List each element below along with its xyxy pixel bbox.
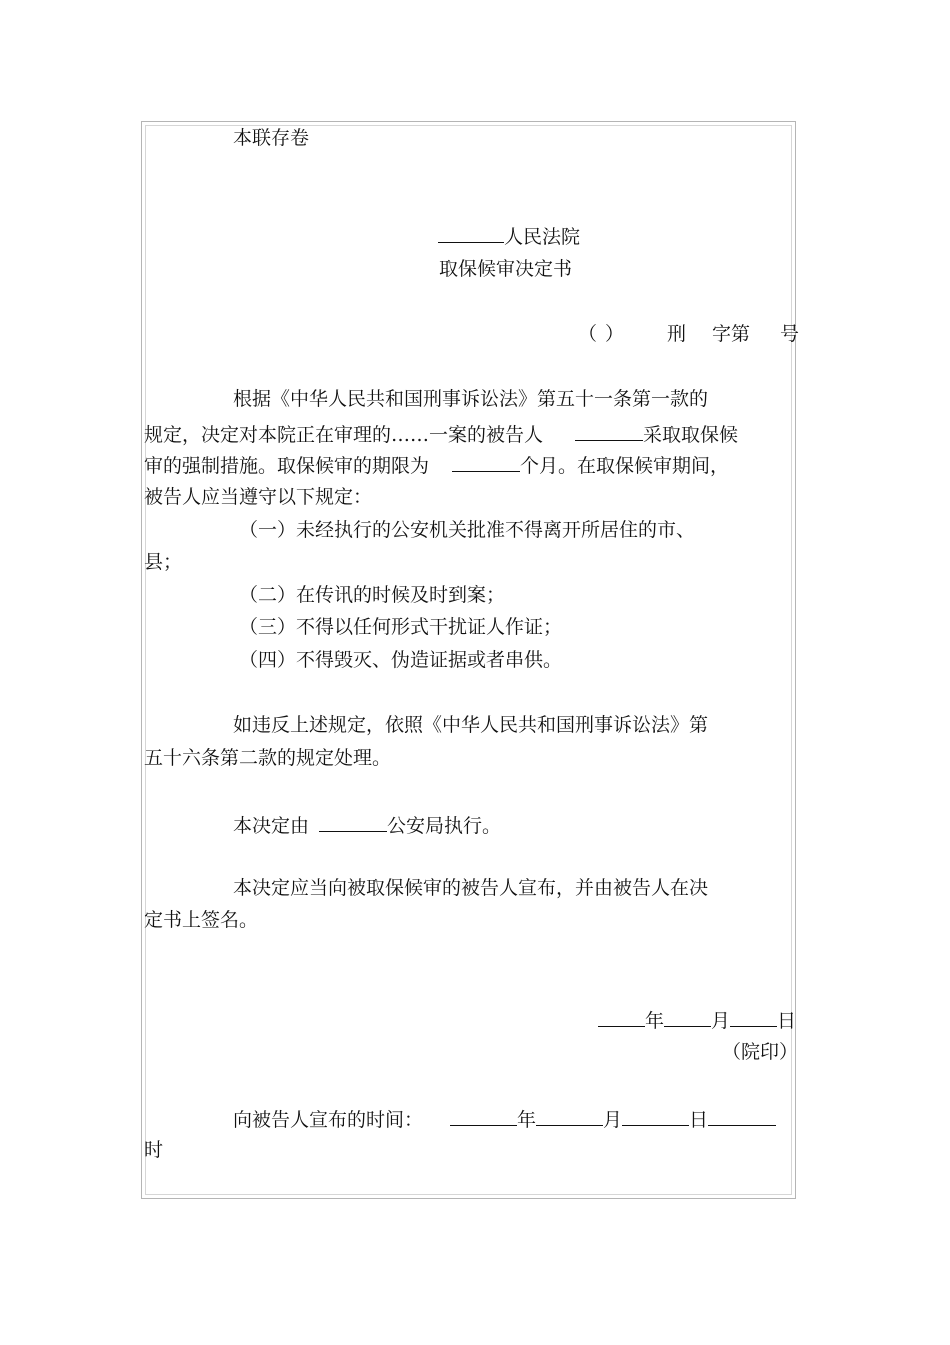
decision-date — [598, 1007, 796, 1033]
document-title: 取保候审决定书 — [439, 258, 573, 280]
para1-line3 — [144, 452, 729, 478]
term-months-blank — [452, 452, 520, 472]
case-number-part2: 字第 — [712, 323, 751, 345]
para3 — [233, 812, 501, 838]
rule3: （三）不得以任何形式干扰证人作证； — [239, 616, 563, 638]
decision-year-blank — [598, 1007, 645, 1027]
para1-line3-b: 个月。在取保候审期间， — [520, 455, 730, 477]
announce-year-blank — [450, 1106, 517, 1126]
police-bureau-blank — [319, 812, 387, 832]
decision-month-blank — [664, 1007, 711, 1027]
para4-line2: 定书上签名。 — [144, 909, 259, 931]
announce-year-label: 年 — [517, 1109, 537, 1131]
decision-day-blank — [730, 1007, 777, 1027]
rule1-line2: 县； — [144, 551, 183, 573]
rule2: （二）在传讯的时候及时到案； — [239, 584, 506, 606]
para1-line2-b: 采取取保候 — [643, 424, 739, 446]
para3-prefix: 本决定由 — [233, 815, 310, 837]
decision-month-label: 月 — [711, 1010, 731, 1032]
case-number-part3: 号 — [780, 323, 800, 345]
court-name-label: 人民法院 — [504, 226, 581, 248]
announce-month-label: 月 — [603, 1109, 623, 1131]
defendant-name-blank — [575, 421, 643, 441]
announce-label: 向被告人宣布的时间： — [233, 1109, 424, 1131]
para2-line1: 如违反上述规定，依照《中华人民共和国刑事诉讼法》第 — [233, 714, 709, 736]
para1-line2-a: 规定，决定对本院正在审理的……一案的被告人 — [144, 424, 544, 446]
decision-day-label: 日 — [777, 1010, 797, 1032]
para1-line3-a: 审的强制措施。取保候审的期限为 — [144, 455, 430, 477]
decision-year-label: 年 — [645, 1010, 665, 1032]
announce-hour-label: 时 — [144, 1139, 164, 1161]
stub-label: 本联存卷 — [233, 127, 310, 149]
announce-line — [233, 1106, 776, 1132]
case-number-paren-open: （ — [578, 323, 598, 345]
announce-hour-blank — [708, 1106, 776, 1126]
para1-line2 — [144, 421, 738, 447]
para3-suffix: 公安局执行。 — [387, 815, 502, 837]
para4-line1: 本决定应当向被取保候审的被告人宣布，并由被告人在决 — [233, 877, 709, 899]
para1-line4: 被告人应当遵守以下规定： — [144, 486, 373, 508]
case-number — [578, 322, 624, 346]
announce-month-blank — [536, 1106, 603, 1126]
case-number-paren-close: ） — [605, 323, 625, 345]
para1-line1: 根据《中华人民共和国刑事诉讼法》第五十一条第一款的 — [233, 388, 709, 410]
announce-day-blank — [622, 1106, 689, 1126]
court-name-line — [438, 223, 580, 249]
case-number-part1: 刑 — [667, 323, 687, 345]
announce-day-label: 日 — [689, 1109, 709, 1131]
para2-line2: 五十六条第二款的规定处理。 — [144, 747, 392, 769]
rule1-line1: （一）未经执行的公安机关批准不得离开所居住的市、 — [239, 519, 696, 541]
rule4: （四）不得毁灭、伪造证据或者串供。 — [239, 649, 563, 671]
court-name-blank — [438, 223, 504, 243]
court-seal-label: （院印） — [722, 1041, 799, 1063]
